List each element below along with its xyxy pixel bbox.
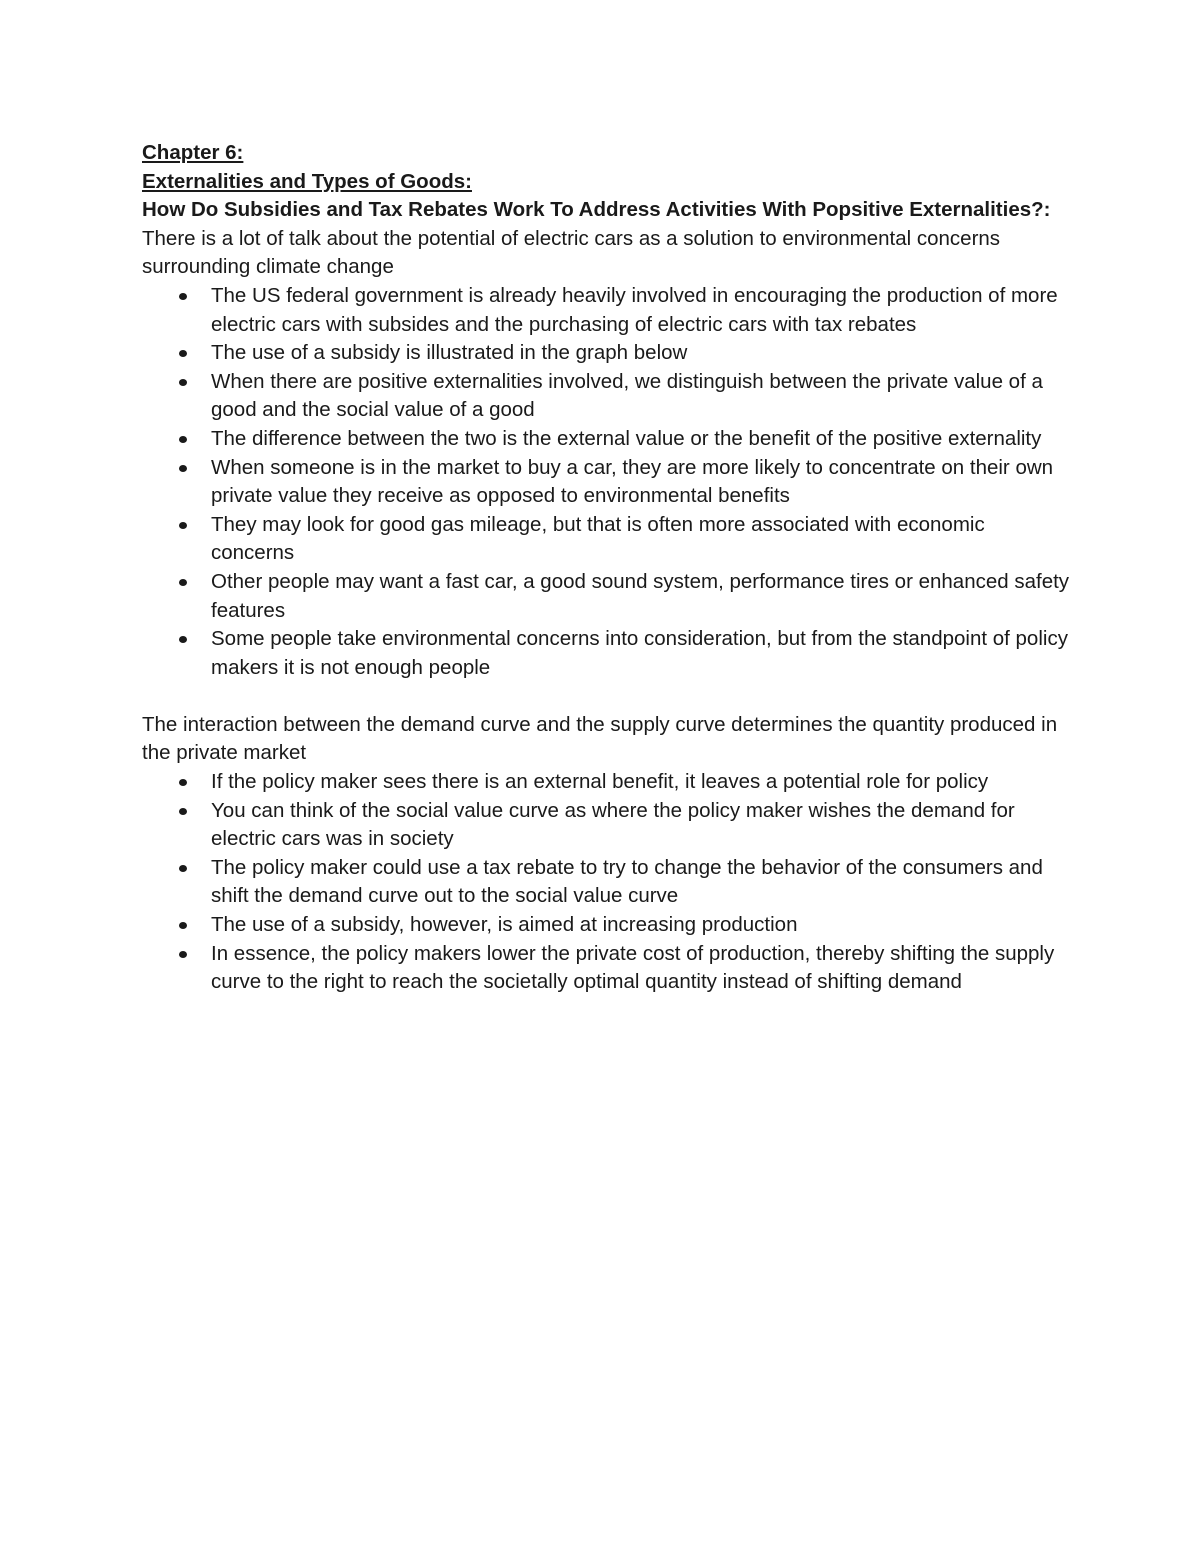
list-item: [142, 625, 1072, 682]
bullet-icon: [179, 436, 187, 443]
list-item-text: You can think of the social value curve as where the policy maker wishes the demand for electric cars was in society: [211, 798, 1015, 851]
list-item: [142, 368, 1072, 425]
list-item-text: Some people take environmental concerns into consideration, but from the standpoint of policy makers it is not enough people: [211, 627, 1068, 679]
bullet-list-1: [142, 282, 1072, 682]
list-item: [142, 568, 1072, 625]
list-item: [142, 339, 1072, 368]
paragraph-spacer: [142, 682, 1072, 711]
list-item: [142, 854, 1072, 911]
list-item-text: The use of a subsidy, however, is aimed at increasing production: [211, 913, 798, 937]
second-paragraph: The interaction between the demand curve and the supply curve determines the quantity produced in the private market: [142, 712, 1058, 765]
list-item-text: They may look for good gas mileage, but that is often more associated with economic concerns: [211, 512, 985, 565]
list-item-text: When there are positive externalities involved, we distinguish between the private value of a good and the social value of a good: [211, 369, 1043, 422]
list-item-text: Other people may want a fast car, a good sound system, performance tires or enhanced safety features: [211, 569, 1070, 622]
list-item: [142, 454, 1072, 511]
bullet-icon: [179, 293, 187, 300]
intro-paragraph: There is a lot of talk about the potential of electric cars as a solution to environmental concerns surrounding climate change: [142, 226, 1001, 279]
list-item: [142, 797, 1072, 854]
list-item: [142, 511, 1072, 568]
bullet-icon: [179, 865, 187, 872]
list-item-text: The difference between the two is the external value or the benefit of the positive externality: [211, 426, 1042, 450]
list-item-text: If the policy maker sees there is an external benefit, it leaves a potential role for policy: [211, 770, 989, 794]
list-item-text: The policy maker could use a tax rebate to try to change the behavior of the consumers and shift the demand curve out to the social value curve: [211, 855, 1043, 908]
list-item: [142, 940, 1072, 997]
bullet-icon: [179, 379, 187, 386]
question-heading: How Do Subsidies and Tax Rebates Work To Address Activities With Popsitive Externalities?:: [142, 198, 1051, 222]
bullet-icon: [179, 636, 187, 643]
bullet-icon: [179, 922, 187, 929]
bullet-icon: [179, 579, 187, 586]
bullet-icon: [179, 522, 187, 529]
list-item: [142, 282, 1072, 339]
bullet-icon: [179, 465, 187, 472]
bullet-list-2: [142, 768, 1072, 997]
section-title: Externalities and Types of Goods:: [142, 169, 472, 193]
list-item: [142, 425, 1072, 454]
list-item-text: The use of a subsidy is illustrated in the graph below: [211, 341, 688, 365]
list-item-text: The US federal government is already heavily involved in encouraging the production of more electric cars with subsides and the purchasing of electric cars with tax rebates: [211, 283, 1058, 336]
bullet-icon: [179, 350, 187, 357]
list-item: [142, 768, 1072, 797]
bullet-icon: [179, 951, 187, 958]
list-item-text: In essence, the policy makers lower the private cost of production, thereby shifting the supply curve to the right to reach the societally optimal quantity instead of shifting demand: [211, 941, 1055, 994]
chapter-title: Chapter 6:: [142, 141, 244, 164]
bullet-icon: [179, 779, 187, 786]
list-item: [142, 911, 1072, 940]
list-item-text: When someone is in the market to buy a car, they are more likely to concentrate on their own private value they receive as opposed to environmental benefits: [211, 455, 1054, 508]
bullet-icon: [179, 808, 187, 815]
document-page: [142, 139, 1072, 997]
